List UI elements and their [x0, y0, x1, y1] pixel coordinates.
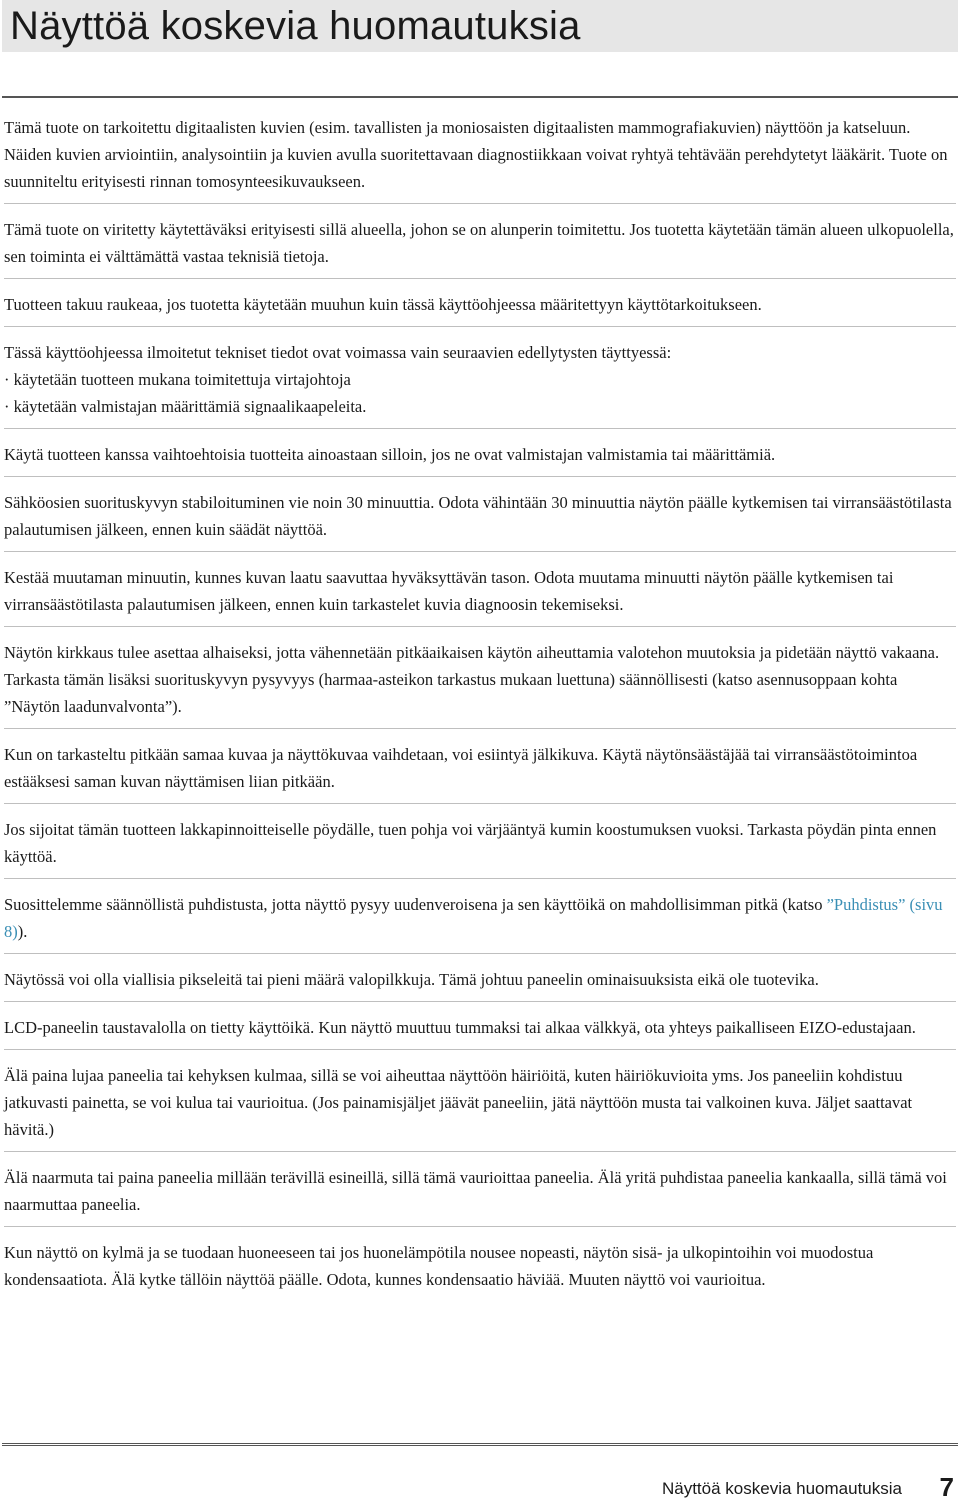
page-number: 7 — [939, 1472, 954, 1502]
paragraph-text: Tämä tuote on viritetty käytettäväksi erityisesti sillä alueella, johon se on alunperin toimitettu. Jos tuotetta käytetään tämän alueen ulkopuolella, sen toiminta ei välttämättä vastaa teknisiä tietoja. — [4, 220, 954, 266]
notice-brightness — [4, 639, 956, 729]
page-title: Näyttöä koskevia huomautuksia — [10, 4, 581, 48]
paragraph-text: Älä naarmuta tai paina paneelia millään terävillä esineillä, sillä tämä vaurioittaa paneelia. Älä yritä puhdistaa paneelia kankaalla, sillä tämä voi naarmuttaa paneelia. — [4, 1168, 947, 1214]
paragraph-text: Älä paina lujaa paneelia tai kehyksen kulmaa, sillä se voi aiheuttaa näyttöön häiriöitä, kuten häiriökuvioita yms. Jos paneeliin kohdistuu jatkuvasti painetta, se voi kulua tai vaurioitua. (Jos painamisjäljet jäävät paneeliin, jätä näyttöön musta tai valkoinen kuva. Jäljet saattavat hävitä.) — [4, 1066, 913, 1139]
paragraph-text: Tämä tuote on tarkoitettu digitaalisten kuvien (esim. tavallisten ja moniosaisten digitaalisten mammografiakuvien) näyttöön ja katseluun. Näiden kuvien arviointiin, analysointiin ja kuvien avulla suoritettavaan diagnostiikkaan voivat ryhtyä tehtävään perehdytetyt lääkärit. Tuote on suunniteltu erityisesti rinnan tomosynteesikuvaukseen. — [4, 118, 948, 191]
paragraph-text: Sähköosien suorituskyvyn stabiloituminen vie noin 30 minuuttia. Odota vähintään 30 minuuttia näytön päälle kytkemisen tai virransäästötilasta palautumisen jälkeen, ennen kuin säädät näyttöä. — [4, 493, 952, 539]
notice-image-quality — [4, 564, 956, 627]
notice-afterimage — [4, 741, 956, 804]
title-divider — [2, 96, 958, 98]
paragraph-text: Kun näyttö on kylmä ja se tuodaan huoneeseen tai jos huonelämpötila nousee nopeasti, näytön sisä- ja ulkopintoihin voi muodostua kondensaatiota. Älä kytke tällöin näyttöä päälle. Odota, kunnes kondensaatio häviää. Muuten näyttö voi vaurioitua. — [4, 1243, 874, 1289]
notice-optional-products — [4, 441, 956, 477]
bullet-item: · käytetään tuotteen mukana toimitettuja virtajohtoja — [4, 370, 351, 389]
paragraph-text: Käytä tuotteen kanssa vaihtoehtoisia tuotteita ainoastaan silloin, jos ne ovat valmistajan valmistamia tai määrittämiä. — [4, 445, 776, 464]
notice-warranty — [4, 291, 956, 327]
notice-specifications — [4, 339, 956, 429]
cleaning-page-link[interactable]: ”Puhdistus” (sivu 8) — [4, 895, 943, 941]
notice-lacquered-desk — [4, 816, 956, 879]
paragraph-text: Tuotteen takuu raukeaa, jos tuotetta käytetään muuhun kuin tässä käyttöohjeessa määritettyyn käyttötarkoitukseen. — [4, 295, 762, 314]
notice-intended-use — [4, 114, 956, 204]
title-bar — [2, 0, 958, 52]
notice-region — [4, 216, 956, 279]
paragraph-text: Kestää muutaman minuutin, kunnes kuvan laatu saavuttaa hyväksyttävän tason. Odota muutama minuutti näytön päälle kytkemisen tai virransäästötilasta palautumisen jälkeen, ennen kuin tarkastelet kuvia diagnoosin tekemiseksi. — [4, 568, 894, 614]
notice-list — [4, 114, 956, 1313]
paragraph-text-end: ). — [17, 922, 28, 941]
notice-scratching — [4, 1164, 956, 1227]
paragraph-text-start: Suosittelemme säännöllistä puhdistusta, jotta näyttö pysyy uudenveroisena ja sen käyttöikä on mahdollisimman pitkä (katso — [4, 895, 827, 914]
footer-divider — [2, 1443, 958, 1446]
paragraph-text: Näytössä voi olla viallisia pikseleitä tai pieni määrä valopilkkuja. Tämä johtuu paneelin ominaisuuksista eikä ole tuotevika. — [4, 970, 819, 989]
notice-warmup — [4, 489, 956, 552]
footer-section-label: Näyttöä koskevia huomautuksia — [661, 1479, 902, 1498]
bullet-item: · käytetään valmistajan määrittämiä signaalikaapeleita. — [4, 397, 367, 416]
paragraph-text: Jos sijoitat tämän tuotteen lakkapinnoitteiselle pöydälle, tuen pohja voi värjääntyä kumin koostumuksen vuoksi. Tarkasta pöydän pinta ennen käyttöä. — [4, 820, 937, 866]
paragraph-text — [4, 891, 956, 953]
notice-defective-pixels — [4, 966, 956, 1002]
notice-condensation — [4, 1239, 956, 1301]
paragraph-text: Tässä käyttöohjeessa ilmoitetut tekniset tiedot ovat voimassa vain seuraavien edellytysten täyttyessä: — [4, 343, 672, 362]
paragraph-text: LCD-paneelin taustavalolla on tietty käyttöikä. Kun näyttö muuttuu tummaksi tai alkaa välkkyä, ota yhteys paikalliseen EIZO-edustajaan. — [4, 1018, 916, 1037]
notice-pressure — [4, 1062, 956, 1152]
paragraph-text: Kun on tarkasteltu pitkään samaa kuvaa ja näyttökuvaa vaihdetaan, voi esiintyä jälkikuva. Käytä näytönsäästäjää tai virransäästötoimintoa estääksesi saman kuvan näyttämisen liian pitkään. — [4, 745, 918, 791]
notice-backlight — [4, 1014, 956, 1050]
notice-cleaning — [4, 891, 956, 954]
paragraph-text: Näytön kirkkaus tulee asettaa alhaiseksi, jotta vähennetään pitkäaikaisen käytön aiheuttamia valotehon muutoksia ja pidetään näyttö vakaana. Tarkasta tämän lisäksi suorituskyvyn pysyvyys (harmaa-asteikon tarkastus mukaan luettuna) säännöllisesti (katso asennusoppaan kohta ”Näytön laadunvalvonta”). — [4, 643, 940, 716]
